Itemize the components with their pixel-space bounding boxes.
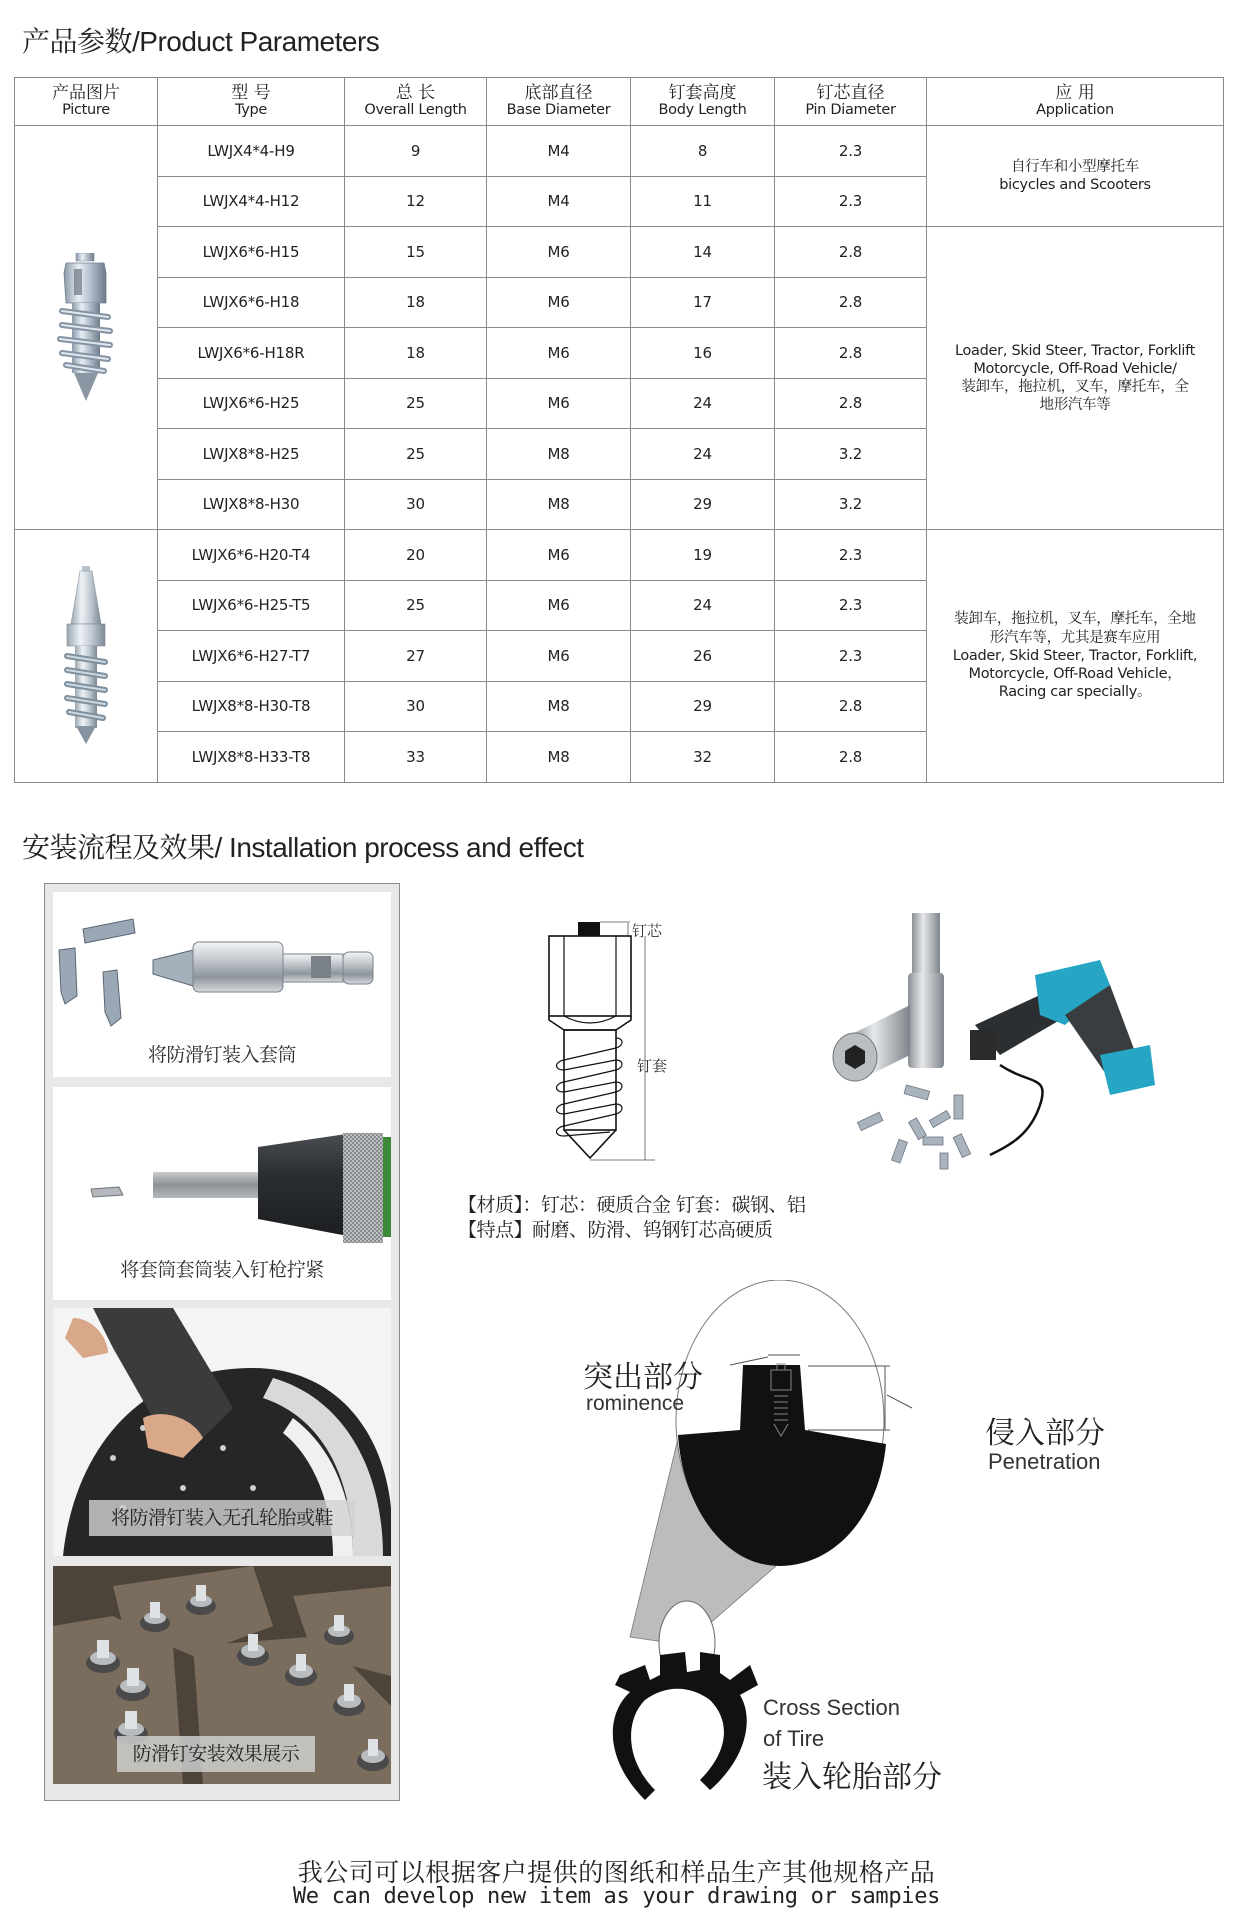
cell-pin-diameter: 2.8 bbox=[775, 681, 927, 732]
cell-body-length: 26 bbox=[631, 631, 775, 682]
penetration-label-zh: 侵入部分 bbox=[985, 1416, 1105, 1451]
cell-pin-diameter: 2.3 bbox=[775, 126, 927, 177]
prominence-label-en: rominence bbox=[586, 1392, 685, 1415]
product-parameters-table bbox=[14, 77, 1224, 783]
step-4-caption: 防滑钉安装效果展示 bbox=[117, 1736, 315, 1772]
cell-body-length: 17 bbox=[631, 277, 775, 328]
cell-pin-diameter: 3.2 bbox=[775, 429, 927, 480]
cell-type: LWJX6*6-H25 bbox=[158, 378, 345, 429]
cell-overall-length: 25 bbox=[345, 580, 487, 631]
cell-overall-length: 9 bbox=[345, 126, 487, 177]
cell-type: LWJX6*6-H20-T4 bbox=[158, 530, 345, 581]
step-3-card bbox=[53, 1308, 391, 1556]
cell-overall-length: 27 bbox=[345, 631, 487, 682]
cell-pin-diameter: 2.8 bbox=[775, 732, 927, 783]
cell-pin-diameter: 2.8 bbox=[775, 378, 927, 429]
step-3-caption: 将防滑钉装入无孔轮胎或鞋 bbox=[89, 1500, 355, 1536]
cell-type: LWJX4*4-H9 bbox=[158, 126, 345, 177]
screw-stud-image bbox=[56, 253, 116, 403]
header-picture: 产品图片 Picture bbox=[15, 78, 158, 126]
table-row bbox=[15, 530, 1224, 581]
cell-pin-diameter: 2.8 bbox=[775, 277, 927, 328]
header-type: 型 号 Type bbox=[158, 78, 345, 126]
cell-body-length: 11 bbox=[631, 176, 775, 227]
pin-label: 钉芯 bbox=[632, 922, 663, 940]
cell-base-diameter: M4 bbox=[487, 126, 631, 177]
cell-base-diameter: M6 bbox=[487, 631, 631, 682]
cell-base-diameter: M6 bbox=[487, 378, 631, 429]
footer-note-zh: 我公司可以根据客户提供的图纸和样品生产其他规格产品 bbox=[297, 1858, 936, 1887]
installation-steps-panel bbox=[44, 883, 400, 1801]
header-overall-length: 总 长 Overall Length bbox=[345, 78, 487, 126]
cell-type: LWJX6*6-H18 bbox=[158, 277, 345, 328]
cell-body-length: 24 bbox=[631, 429, 775, 480]
material-spec: 【材质】：钉芯：硬质合金 钉套：碳钢、铝 bbox=[458, 1194, 806, 1216]
cell-base-diameter: M6 bbox=[487, 277, 631, 328]
spike-stud-picture bbox=[15, 530, 158, 783]
cell-pin-diameter: 3.2 bbox=[775, 479, 927, 530]
cell-pin-diameter: 2.8 bbox=[775, 328, 927, 379]
cell-base-diameter: M6 bbox=[487, 530, 631, 581]
cell-base-diameter: M6 bbox=[487, 227, 631, 278]
installation-process-title: 安装流程及效果/ Installation process and effect bbox=[22, 832, 584, 863]
cell-overall-length: 30 bbox=[345, 681, 487, 732]
step-4-card bbox=[53, 1566, 391, 1784]
cell-base-diameter: M4 bbox=[487, 176, 631, 227]
step-2-card bbox=[53, 1087, 391, 1300]
cell-body-length: 24 bbox=[631, 580, 775, 631]
cell-overall-length: 25 bbox=[345, 429, 487, 480]
body-label: 钉套 bbox=[637, 1057, 668, 1075]
cell-type: LWJX8*8-H33-T8 bbox=[158, 732, 345, 783]
cell-base-diameter: M8 bbox=[487, 429, 631, 480]
application-cell: 装卸车，拖拉机，叉车，摩托车，全地 形汽车等，尤其是赛车应用 Loader, Skid Steer, Tractor, Forklift, Motorcycle, Off-Road Vehicle， Racing car specially。 bbox=[927, 530, 1224, 783]
cell-overall-length: 12 bbox=[345, 176, 487, 227]
cell-type: LWJX6*6-H15 bbox=[158, 227, 345, 278]
cross-section-label-2: of Tire bbox=[763, 1726, 825, 1751]
cell-overall-length: 20 bbox=[345, 530, 487, 581]
cross-section-label-zh: 装入轮胎部分 bbox=[762, 1760, 942, 1795]
cell-type: LWJX8*8-H30 bbox=[158, 479, 345, 530]
screw-stud-picture bbox=[15, 126, 158, 530]
cell-type: LWJX4*4-H12 bbox=[158, 176, 345, 227]
step-2-caption: 将套筒套筒装入钉枪拧紧 bbox=[120, 1259, 324, 1281]
cell-type: LWJX6*6-H27-T7 bbox=[158, 631, 345, 682]
cell-pin-diameter: 2.3 bbox=[775, 580, 927, 631]
cell-body-length: 8 bbox=[631, 126, 775, 177]
penetration-label-en: Penetration bbox=[988, 1449, 1101, 1474]
cell-body-length: 14 bbox=[631, 227, 775, 278]
table-row bbox=[15, 227, 1224, 278]
cell-base-diameter: M8 bbox=[487, 479, 631, 530]
cell-type: LWJX6*6-H25-T5 bbox=[158, 580, 345, 631]
cell-base-diameter: M6 bbox=[487, 580, 631, 631]
header-body-length: 钉套高度 Body Length bbox=[631, 78, 775, 126]
application-cell: 自行车和小型摩托车 bicycles and Scooters bbox=[927, 126, 1224, 227]
cell-body-length: 32 bbox=[631, 732, 775, 783]
cell-type: LWJX8*8-H25 bbox=[158, 429, 345, 480]
header-application: 应 用 Application bbox=[927, 78, 1224, 126]
cell-pin-diameter: 2.3 bbox=[775, 530, 927, 581]
cell-body-length: 16 bbox=[631, 328, 775, 379]
product-parameters-title: 产品参数/Product Parameters bbox=[22, 26, 380, 57]
table-row bbox=[15, 126, 1224, 177]
cell-type: LWJX8*8-H30-T8 bbox=[158, 681, 345, 732]
cell-overall-length: 15 bbox=[345, 227, 487, 278]
cell-overall-length: 30 bbox=[345, 479, 487, 530]
header-pin-diameter: 钉芯直径 Pin Diameter bbox=[775, 78, 927, 126]
table-header-row bbox=[15, 78, 1224, 126]
application-cell: Loader, Skid Steer, Tractor, Forklift Motorcycle, Off-Road Vehicle/ 装卸车，拖拉机，叉车，摩托车，全 地形汽车等 bbox=[927, 227, 1224, 530]
cell-body-length: 29 bbox=[631, 479, 775, 530]
cell-body-length: 19 bbox=[631, 530, 775, 581]
cell-overall-length: 18 bbox=[345, 328, 487, 379]
cell-overall-length: 18 bbox=[345, 277, 487, 328]
footer-note-en: We can develop new item as your drawing or sampies bbox=[292, 1884, 941, 1909]
spike-stud-image bbox=[61, 566, 111, 746]
stud-technical-drawing bbox=[540, 920, 690, 1175]
feature-spec: 【特点】耐磨、防滑、钨钢钉芯高硬质 bbox=[458, 1219, 773, 1241]
header-base-diameter: 底部直径 Base Diameter bbox=[487, 78, 631, 126]
cell-overall-length: 25 bbox=[345, 378, 487, 429]
cell-pin-diameter: 2.3 bbox=[775, 176, 927, 227]
cell-body-length: 24 bbox=[631, 378, 775, 429]
cell-base-diameter: M6 bbox=[487, 328, 631, 379]
cell-pin-diameter: 2.3 bbox=[775, 631, 927, 682]
cross-section-label-1: Cross Section bbox=[763, 1695, 900, 1720]
cell-body-length: 29 bbox=[631, 681, 775, 732]
cell-type: LWJX6*6-H18R bbox=[158, 328, 345, 379]
cell-base-diameter: M8 bbox=[487, 732, 631, 783]
drill-kit-image bbox=[810, 905, 1170, 1170]
step-1-card bbox=[53, 892, 391, 1077]
prominence-label-zh: 突出部分 bbox=[583, 1360, 703, 1395]
cell-overall-length: 33 bbox=[345, 732, 487, 783]
cell-base-diameter: M8 bbox=[487, 681, 631, 732]
step-1-caption: 将防滑钉装入套筒 bbox=[147, 1044, 296, 1066]
cell-pin-diameter: 2.8 bbox=[775, 227, 927, 278]
